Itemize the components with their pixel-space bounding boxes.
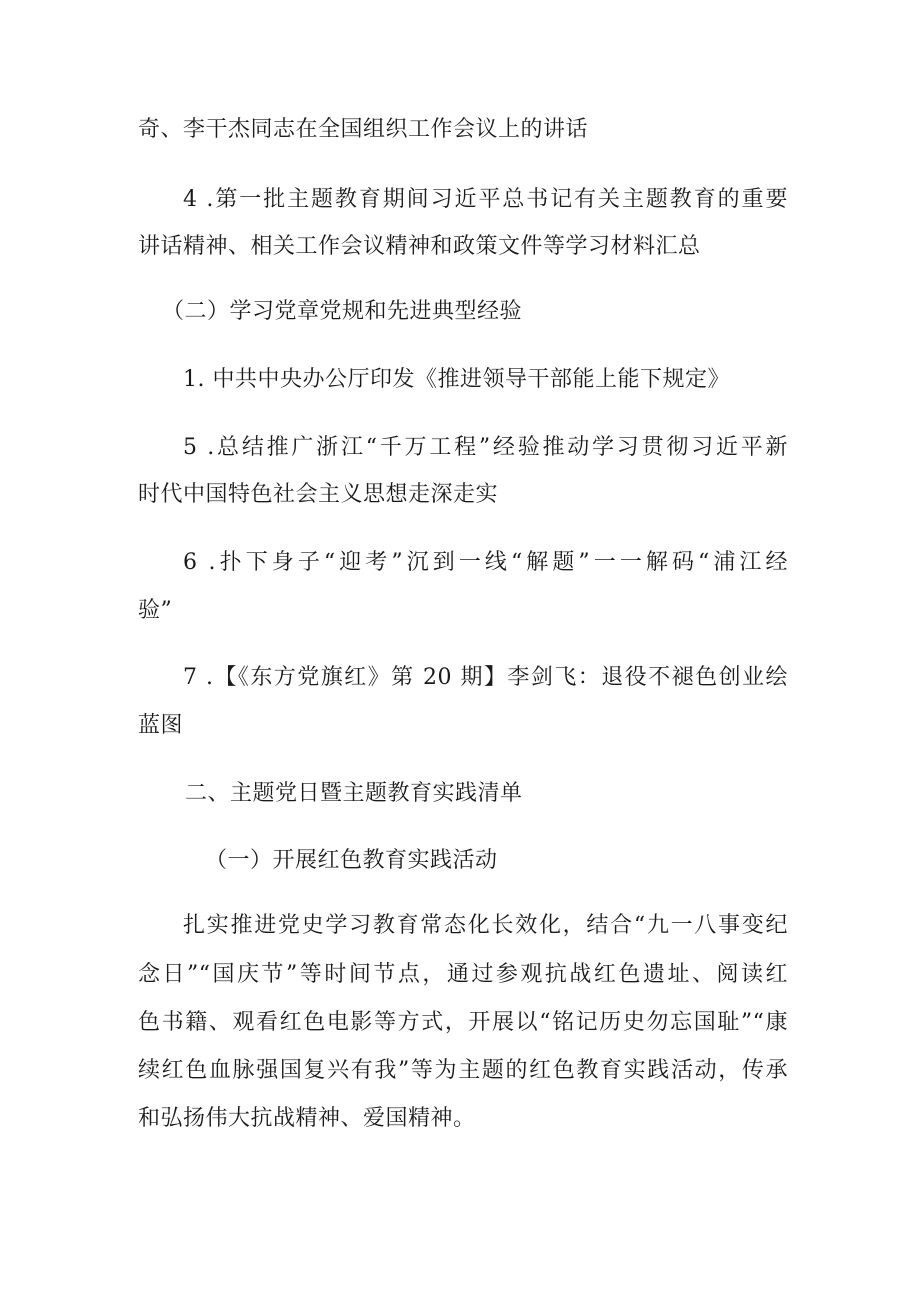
section-heading-2: （二）学习党章党规和先进典型经验 bbox=[162, 299, 523, 324]
list-item-1: 1. 中共中央办公厅印发《推进领导干部能上能下规定》 bbox=[183, 367, 730, 392]
list-item-7-line-1: 7 .【《东方党旗红》第 20 期】李剑飞：退役不褪色创业绘 bbox=[183, 665, 788, 690]
paragraph-line-1: 扎实推进党史学习教育常态化长效化，结合“九一八事变纪 bbox=[183, 913, 788, 938]
paragraph-line-5: 和弘扬伟大抗战精神、爱国精神。 bbox=[138, 1106, 476, 1131]
list-item-4-line-2: 讲话精神、相关工作会议精神和政策文件等学习材料汇总 bbox=[138, 234, 701, 259]
list-item-7-line-2: 蓝图 bbox=[138, 713, 184, 738]
list-item-5-line-1: 5 .总结推广浙江“千万工程”经验推动学习贯彻习近平新 bbox=[183, 435, 788, 460]
list-item-6-line-1: 6 .扑下身子“迎考”沉到一线“解题”一一解码“浦江经 bbox=[183, 550, 788, 575]
section-heading-1: （一）开展红色教育实践活动 bbox=[205, 848, 498, 873]
paragraph-line-2: 念日”“国庆节”等时间节点，通过参观抗战红色遗址、阅读红 bbox=[138, 962, 788, 987]
section-heading-main: 二、主题党日暨主题教育实践清单 bbox=[185, 781, 523, 806]
paragraph-line-3: 色书籍、观看红色电影等方式，开展以“铭记历史勿忘国耻”“康 bbox=[138, 1010, 788, 1035]
list-item-4-line-1: 4 .第一批主题教育期间习近平总书记有关主题教育的重要 bbox=[183, 187, 788, 212]
text-line: 奇、李干杰同志在全国组织工作会议上的讲话 bbox=[138, 117, 589, 142]
list-item-6-line-2: 验” bbox=[138, 598, 173, 623]
list-item-5-line-2: 时代中国特色社会主义思想走深走实 bbox=[138, 482, 499, 507]
paragraph-line-4: 续红色血脉强国复兴有我”等为主题的红色教育实践活动，传承 bbox=[138, 1058, 788, 1083]
